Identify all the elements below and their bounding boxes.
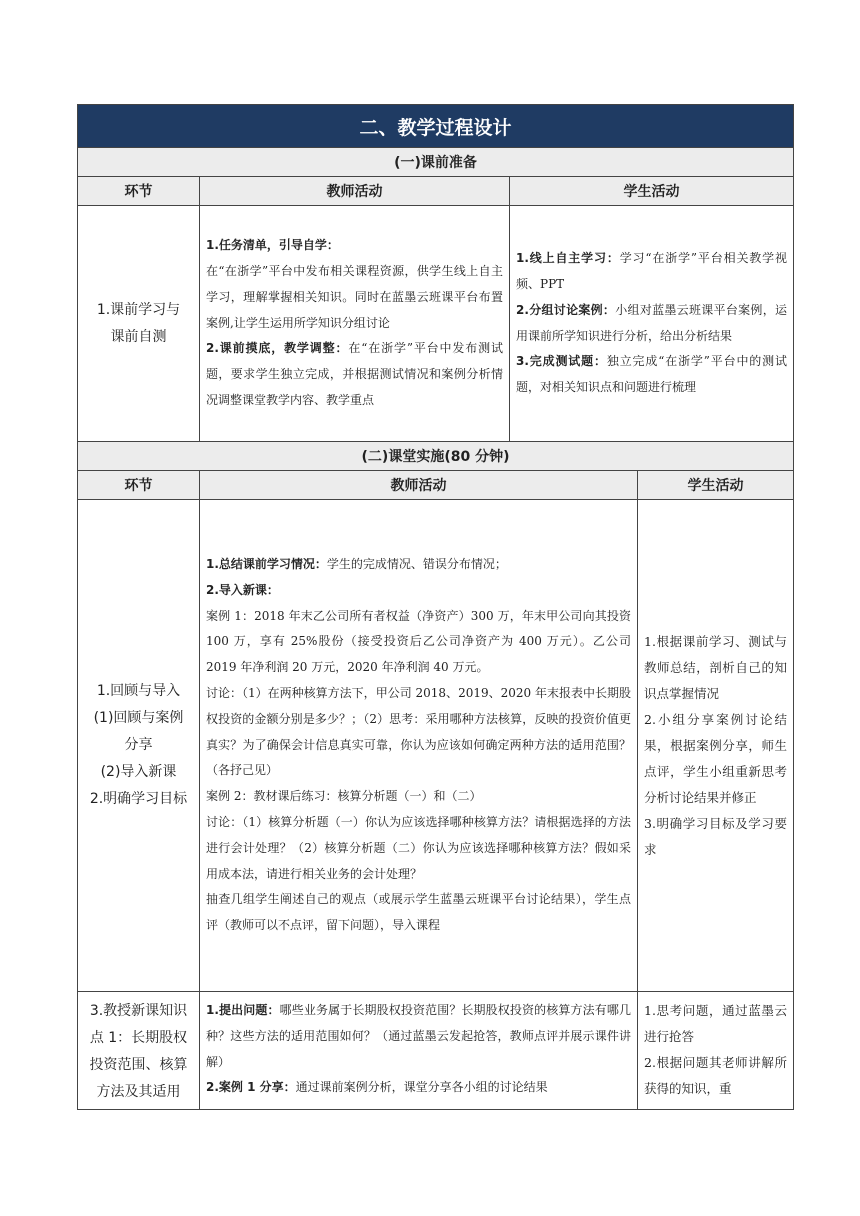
teacher-activity-preparation [200,206,510,442]
activity-label: 1.任务清单，引导自学： [206,238,339,253]
activity-text: 在“在浙学”平台中发布测试题，要求学生独立完成，并根据测试情况和案例分析情况调整课堂教学内容、教学重点 [206,341,503,407]
classroom-row-review [78,500,794,992]
header-row-classroom [78,471,794,500]
activity-text: 独立完成“在浙学”平台中的测试题，对相关知识点和问题进行梳理 [516,354,788,395]
header-row-preparation [78,177,794,206]
stage-line: 投资范围、核算 [89,1057,188,1073]
activity-text: 在“在浙学”平台中发布相关课程资源，供学生线上自主学习，理解掌握相关知识。同时在蓝墨云班课平台布置案例,让学生运用所学知识分组讨论 [206,264,503,330]
activity-label: 3.完成测试题： [516,354,607,369]
stage-line: (1)回顾与案例 [93,710,184,726]
stage-line: 方法及其适用 [96,1084,181,1100]
activity-text: 案例 2：教材课后练习：核算分析题（一）和（二） [206,789,482,804]
section-title-preparation: (一)课前准备 [78,148,794,177]
activity-text: 1.思考问题，通过蓝墨云进行抢答 [644,1003,788,1044]
activity-text: 讨论：（1）在两种核算方法下，甲公司 2018、2019、2020 年末报表中长期股权投资的金额分别是多少？；（2）思考：采用哪种方法核算，反映的投资价值更真实？为了确保会计信息真实可靠，你认为应该如何确定两种方法的适用范围？（各抒己见） [206,686,631,778]
activity-text: 1.根据课前学习、测试与教师总结，剖析自己的知识点掌握情况 [644,633,788,701]
header-student: 学生活动 [638,471,794,500]
header-teacher: 教师活动 [200,177,510,206]
activity-text: 哪些业务属于长期股权投资范围？长期股权投资的核算方法有哪几种？这些方法的适用范围如何？（通过蓝墨云发起抢答，教师点评并展示课件讲解） [206,1003,631,1069]
activity-label: 1.总结课前学习情况： [206,557,327,572]
section-title-classroom: (二)课堂实施(80 分钟) [78,442,794,471]
activity-label: 2.分组讨论案例： [516,302,616,317]
activity-text: 案例 1：2018 年末乙公司所有者权益（净资产）300 万，年末甲公司向其投资 100 万，享有 25%股份（接受投资后乙公司净资产为 400 万元）。乙公司 2019 年净利润 20 万元，2020 年净利润 40 万元。 [206,608,631,675]
preparation-row [78,206,794,442]
activity-text: 讨论：（1）核算分析题（一）你认为应该选择哪种核算方法？请根据选择的方法进行会计处理？（2）核算分析题（二）你认为应该选择哪种核算方法？假如采用成本法，请进行相关业务的会计处理？ [206,814,631,881]
activity-text: 小组对蓝墨云班课平台案例，运用课前所学知识进行分析，给出分析结果 [516,302,787,343]
teaching-process-layout [77,104,793,1110]
stage-line: 3.教授新课知识 [89,1003,188,1019]
activity-text: 学生的完成情况、错误分布情况； [326,557,507,572]
activity-label: 2.案例 1 分享： [206,1080,296,1095]
header-stage: 环节 [78,471,200,500]
teacher-activity-new-lesson [200,992,638,1110]
stage-line: 2.明确学习目标 [89,791,188,807]
stage-line: 分享 [124,737,153,753]
header-student: 学生活动 [510,177,794,206]
student-activity-review [638,500,794,992]
activity-text: 通过课前案例分析，课堂分享各小组的讨论结果 [295,1080,548,1095]
activity-text: 3.明确学习目标及学习要求 [644,815,788,857]
activity-text: 2.小组分享案例讨论结果，根据案例分享，师生点评，学生小组重新思考分析讨论结果并修正 [644,711,788,805]
student-activity-preparation [510,206,794,442]
section-row-preparation [78,148,794,177]
stage-line: 课前自测 [110,328,167,345]
stage-cell-review [78,500,200,992]
classroom-row-new-lesson [78,992,794,1110]
activity-label: 2.导入新课： [206,582,279,597]
stage-line: 1.回顾与导入 [96,683,181,699]
activity-label: 2.课前摸底，教学调整： [206,341,349,356]
section-row-classroom [78,442,794,471]
header-teacher: 教师活动 [200,471,638,500]
page-title: 二、教学过程设计 [78,105,794,148]
header-stage: 环节 [78,177,200,206]
stage-line: 点 1：长期股权 [89,1030,188,1046]
activity-text: 抽查几组学生阐述自己的观点（或展示学生蓝墨云班课平台讨论结果），学生点评（教师可以不点评，留下问题），导入课程 [206,892,631,933]
main-table [77,104,794,1110]
activity-label: 1.提出问题： [206,1003,280,1017]
stage-cell-preparation [78,206,200,442]
activity-text: 学习“在浙学”平台相关教学视频、PPT [516,251,788,291]
stage-line: 1.课前学习与 [96,301,181,318]
stage-cell-new-lesson [78,992,200,1110]
title-row [78,105,794,148]
activity-text: 2.根据问题其老师讲解所获得的知识，重 [644,1055,788,1096]
student-activity-new-lesson [638,992,794,1110]
activity-label: 1.线上自主学习： [516,251,620,266]
stage-line: (2)导入新课 [100,764,177,780]
teacher-activity-review [200,500,638,992]
